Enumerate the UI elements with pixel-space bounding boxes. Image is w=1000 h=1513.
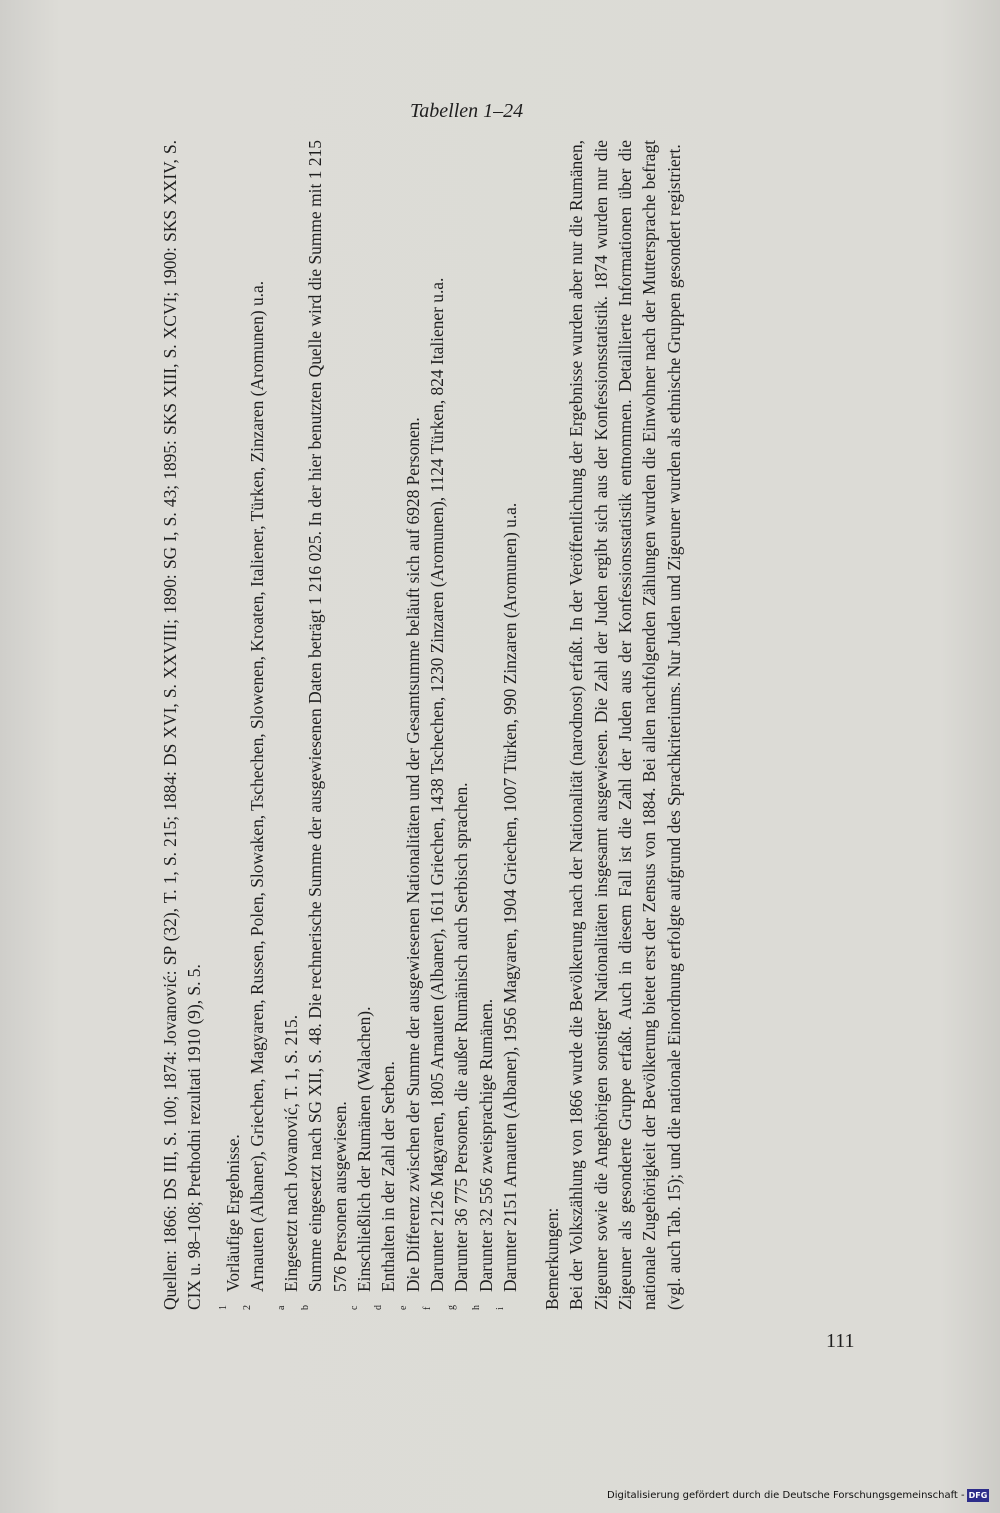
footnote-mark: i bbox=[494, 1307, 506, 1310]
footnote-h bbox=[470, 140, 498, 1310]
sources-paragraph: Quellen: 1866: DS III, S. 100; 1874: Jovanović: SP (32), T. 1, S. 215; 1884: DS XVI, S. XXVIII; 1890: SG I, S. 43; 1895: SKS XIII, S. XCVI; 1900: SKS XXIV, S. CIX u. 98–108; Prethodni rezultati 1910 (9), S. 5. bbox=[160, 140, 205, 1310]
footnote-mark: c bbox=[349, 1305, 361, 1310]
remarks-text: Bei der Volkszählung von 1866 wurde die Bevölkerung nach der Nationalität (narodnost) erfaßt. In der Veröffentlichung der Ergebnisse wurden aber nur die Rumänen, Zigeuner sowie die Angehörigen sonstiger Nationalitäten insgesamt ausgewiesen. Die Zahl der Juden ergibt sich aus der Konfessionsstatistik. 1874 wurden nur die Zigeuner als gesonderte Gruppe erfaßt. Auch in diesem Fall ist die Zahl der Juden aus der Konfessionsstatistik entnommen. Detaillierte Informationen über die nationale Zugehörigkeit der Bevölkerung bietet erst der Zensus von 1884. Bei allen nachfolgenden Zählungen wurden die Einwohner nach der Muttersprache befragt (vgl. auch Tab. 15); und die nationale Einordnung erfolgte aufgrund des Sprachkriteriums. Nur Juden und Zigeuner wurden als ethnische Gruppen gesondert registriert. bbox=[566, 140, 684, 1310]
footnote-text: Darunter 2126 Magyaren, 1805 Arnauten (Albaner), 1611 Griechen, 1438 Tschechen, 1230 Zinzaren (Aromunen), 1124 Türken, 824 Italiener u.a. bbox=[426, 277, 447, 1292]
dfg-logo-icon: DFG bbox=[968, 1491, 988, 1500]
footnote-text: Arnauten (Albaner), Griechen, Magyaren, Russen, Polen, Slowaken, Tschechen, Slowenen, Kroaten, Italiener, Türken, Zinzaren (Aromunen) u.a. bbox=[246, 280, 267, 1292]
footnote-i bbox=[494, 140, 522, 1310]
footnote-text: Darunter 36 775 Personen, die außer Rumänisch auch Serbisch sprachen. bbox=[451, 782, 472, 1292]
footnote-mark: h bbox=[470, 1305, 482, 1310]
footnote-text: Einschließlich der Rumänen (Walachen). bbox=[354, 1006, 375, 1292]
footnote-c bbox=[349, 140, 376, 1310]
digitization-credit: Digitalisierung gefördert durch die Deutsche Forschungsgemeinschaft - bbox=[607, 1490, 965, 1501]
footnote-1 bbox=[217, 140, 245, 1310]
footnote-text: Summe eingesetzt nach SG XII, S. 48. Die rechnerische Summe der ausgewiesenen Daten beträgt 1 216 025. In der hier benutzten Quelle wird die Summe mit 1 215 576 Personen ausgewiesen. bbox=[305, 140, 350, 1292]
footnote-mark: e bbox=[397, 1305, 409, 1310]
page-number: 111 bbox=[826, 1330, 855, 1352]
footnote-text: Eingesetzt nach Jovanović, T. 1, S. 215. bbox=[281, 1014, 302, 1292]
footnote-mark: 2 bbox=[241, 1305, 253, 1310]
footnote-text: Darunter 32 556 zweisprachige Rumänen. bbox=[475, 998, 496, 1292]
footnote-text: Vorläufige Ergebnisse. bbox=[222, 1134, 243, 1292]
footnote-mark: b bbox=[300, 1305, 312, 1310]
footnote-mark: g bbox=[446, 1305, 458, 1310]
footnote-text: Enthalten in der Zahl der Serben. bbox=[378, 1061, 399, 1292]
footnote-mark: d bbox=[373, 1305, 385, 1310]
footnote-b bbox=[300, 140, 352, 1310]
footnote-2 bbox=[241, 140, 269, 1310]
footnote-a bbox=[276, 140, 303, 1310]
running-title: Tabellen 1–24 bbox=[410, 100, 524, 122]
footnote-g bbox=[446, 140, 473, 1310]
footnote-mark: f bbox=[421, 1306, 433, 1310]
rotated-text-block bbox=[158, 140, 743, 1310]
footnote-text: Die Differenz zwischen der Summe der ausgewiesenen Nationalitäten und der Gesamtsumme beläuft sich auf 6928 Personen. bbox=[402, 417, 423, 1292]
footnote-mark: a bbox=[276, 1305, 288, 1310]
footnote-e bbox=[397, 140, 425, 1310]
footnote-f bbox=[421, 140, 449, 1310]
footnote-mark: 1 bbox=[217, 1305, 229, 1310]
footnote-d bbox=[373, 140, 400, 1310]
footnote-text: Darunter 2151 Arnauten (Albaner), 1956 Magyaren, 1904 Griechen, 1007 Türken, 990 Zinzaren (Aromunen) u.a. bbox=[499, 502, 520, 1292]
remarks-title: Bemerkungen: bbox=[542, 1207, 563, 1310]
